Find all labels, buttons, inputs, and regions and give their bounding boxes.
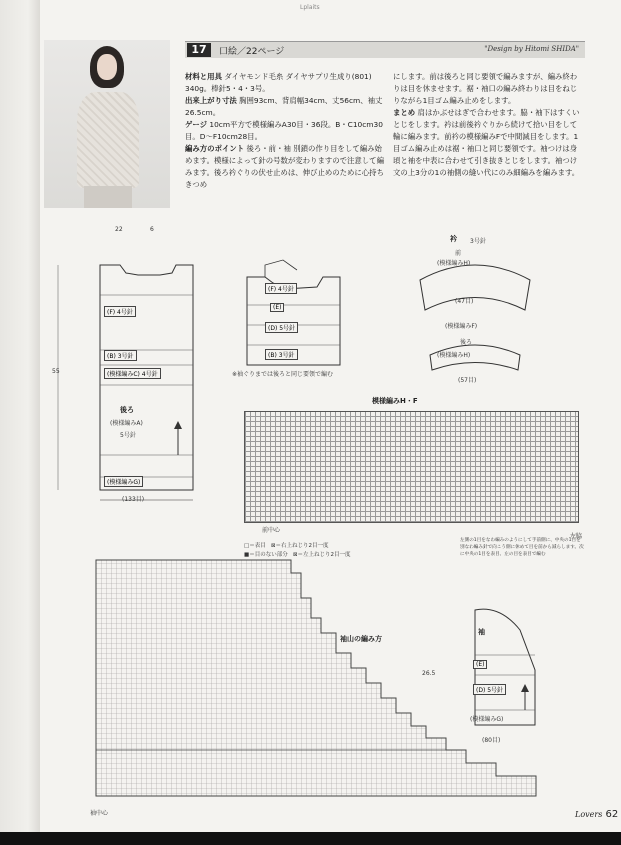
back-marker-b: (B) 3号針 (104, 350, 137, 361)
materials-heading: 材料と用具 (185, 72, 222, 81)
back-pattern: (模様編みA) (110, 420, 143, 427)
sleeve-marker-d: (D) 5号針 (473, 684, 506, 695)
sleeve-length: 26.5 (422, 670, 436, 677)
center-mark: 前中心 (262, 527, 281, 534)
sleeve-cap-title: 袖山の編み方 (340, 635, 382, 643)
collar-front-width: (47目) (455, 298, 474, 305)
collar-back-pattern: (模様編みH) (437, 352, 471, 359)
collar-diagram (400, 240, 550, 390)
finish-text: 肩はかぶせはぎで合わせます。脇・袖下はすくいとじをします。衿は前後衿ぐりから続けて拾い目をして輪に編みます。前衿の模様編みFで中間減目をします。1目ゴム編み止めは裾・袖口と同じ要領です。袖つけは身頃と袖を中表に合わせて引き抜きとじをします。袖つけ文の上3分の1の袖側の縫い代にのみ細編みを編みます。 (393, 108, 580, 177)
page-header: Lplaits (300, 4, 320, 11)
legend-item: □＝表目 (244, 543, 266, 549)
collar-front-label: 前 (455, 250, 462, 257)
left-side-mark: 左脇 (570, 533, 583, 540)
sleeve-diagram (440, 600, 590, 750)
collar-pattern-f: (模様編みF) (445, 323, 478, 330)
item-title-bar (185, 41, 585, 58)
sleeve-width: (80目) (482, 737, 501, 744)
front-note: ※袖ぐりまでは後ろと同じ要領で編む (232, 371, 334, 378)
sleeve-center-mark: 袖中心 (90, 810, 109, 817)
finish-heading: まとめ (393, 108, 416, 117)
front-marker-d: (D) 5号針 (265, 322, 298, 333)
collar-back-label: 後ろ (460, 339, 473, 346)
face-shape (97, 54, 117, 80)
size-text: 胸囲93cm、背肩幅34cm、丈56cm、袖丈26.5cm。 (185, 96, 383, 117)
model-photo (44, 40, 170, 208)
item-mouth-label: 口絵／22ページ (219, 47, 285, 57)
back-needle: 5号針 (120, 432, 136, 439)
front-marker-e: (E) (270, 303, 284, 312)
front-marker-f: (F) 4号針 (265, 283, 297, 294)
page-number-value: 62 (605, 809, 619, 820)
previous-page-edge (0, 0, 40, 845)
scan-bottom-edge (0, 832, 621, 845)
back-marker-f: (F) 4号針 (104, 306, 136, 317)
back-height-measure: 55 (52, 368, 60, 375)
gauge-heading: ゲージ (185, 120, 208, 129)
col2-text: にします。前は後ろと同じ要領で編みますが、編み終わりは目を休ませます。裾・袖口の編み終わりは目をねじりながら1目ゴム編み止めをします。 (393, 72, 578, 105)
back-chest-measure: 22 (115, 226, 123, 233)
front-marker-b: (B) 3号針 (265, 349, 298, 360)
collar-title: 衿 (450, 235, 457, 243)
instructions-column-2 (393, 71, 583, 179)
sleeve-marker-e: (E) (473, 660, 487, 669)
back-marker-g: (模様編みG) (104, 476, 143, 487)
sweater-shape (77, 92, 139, 188)
back-width-measure: (133目) (122, 496, 145, 503)
page-number (575, 809, 618, 820)
back-title: 後ろ (120, 406, 134, 414)
magazine-name: Lovers (575, 810, 603, 819)
gauge-text: 10cm平方で模様編みA30目・36段。B・C10cm30目。D〜F10cm28目。 (185, 120, 383, 141)
legend-item: ⊠＝左上ねじり2目一度 (292, 552, 351, 558)
legend-note: 左側の1目をなわ編みのようにして手前側に、中央の1目を別なわ編み針で向こう側に休めて目を前から減らします。次に中央の1目を表目、左の目を表目で編む (460, 538, 584, 557)
legend-item: ■＝目のない部分 (244, 552, 288, 558)
pants-shape (84, 186, 132, 208)
sleeve-title: 袖 (478, 628, 485, 636)
legend-item: ⊠＝右上ねじり2目一度 (270, 543, 329, 549)
back-marker-c: (模様編みC) 4号針 (104, 368, 161, 379)
point-text: 後ろ・前・袖 別鎖の作り目をして編み始めます。模様によって針の号数が変わりますので注意して編みます。後ろ衿ぐりの伏せ止めは、伸び止めのために心持ちきつめ (185, 144, 384, 189)
instructions-column-1 (185, 71, 385, 191)
size-heading: 出来上がり寸法 (185, 96, 237, 105)
point-heading: 編み方のポイント (185, 144, 245, 153)
sleeve-pattern-g: (模様編みG) (470, 716, 504, 723)
item-number: 17 (187, 43, 211, 57)
collar-pattern-h: (模様編みH) (437, 260, 471, 267)
collar-width: (57目) (458, 377, 477, 384)
materials-text: ダイヤモンド毛糸 ダイヤサプリ生成り(801) 340g。棒針5・4・3号。 (185, 72, 372, 93)
pattern-hf-title: 模様編みH・F (372, 397, 418, 405)
pattern-hf-chart (244, 411, 579, 523)
design-credit: "Design by Hitomi SHIDA" (484, 45, 579, 53)
back-neck-measure: 6 (150, 226, 154, 233)
collar-needle: 3号針 (470, 238, 486, 245)
